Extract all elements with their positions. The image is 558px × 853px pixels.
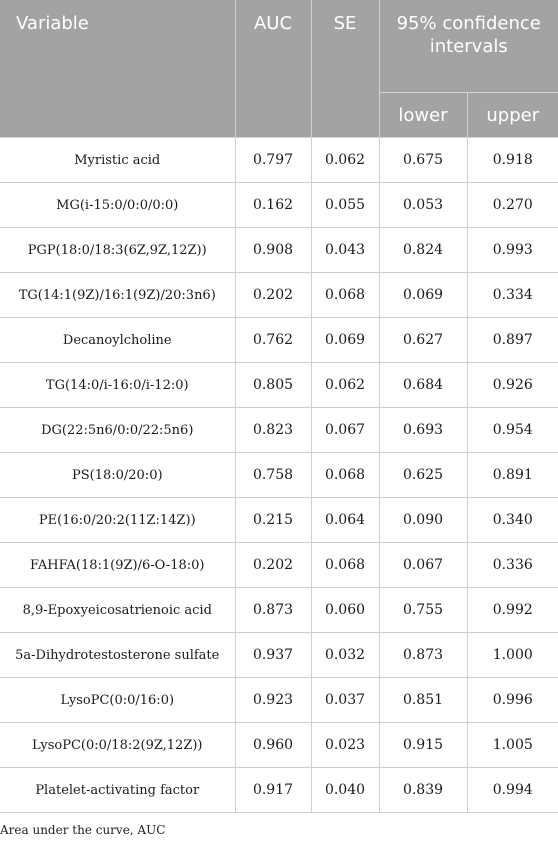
upper-cell: 0.334 bbox=[467, 273, 558, 318]
lower-cell: 0.625 bbox=[379, 453, 467, 498]
upper-cell: 0.996 bbox=[467, 678, 558, 723]
auc-cell: 0.923 bbox=[235, 678, 311, 723]
table-footnote: Area under the curve, AUC bbox=[0, 823, 166, 837]
auc-cell: 0.908 bbox=[235, 228, 311, 273]
se-cell: 0.032 bbox=[311, 633, 379, 678]
se-cell: 0.040 bbox=[311, 768, 379, 813]
table-row bbox=[0, 273, 558, 318]
se-cell: 0.043 bbox=[311, 228, 379, 273]
se-cell: 0.060 bbox=[311, 588, 379, 633]
table-row bbox=[0, 408, 558, 453]
se-cell: 0.067 bbox=[311, 408, 379, 453]
table-row bbox=[0, 183, 558, 228]
auc-cell: 0.960 bbox=[235, 723, 311, 768]
lower-cell: 0.873 bbox=[379, 633, 467, 678]
table-row bbox=[0, 723, 558, 768]
se-cell: 0.037 bbox=[311, 678, 379, 723]
auc-header: AUC bbox=[235, 0, 311, 138]
se-cell: 0.064 bbox=[311, 498, 379, 543]
lower-header: lower bbox=[379, 93, 467, 138]
lower-cell: 0.915 bbox=[379, 723, 467, 768]
variable-cell: LysoPC(0:0/16:0) bbox=[0, 678, 235, 723]
auc-cell: 0.917 bbox=[235, 768, 311, 813]
variable-cell: LysoPC(0:0/18:2(9Z,12Z)) bbox=[0, 723, 235, 768]
auc-cell: 0.202 bbox=[235, 543, 311, 588]
upper-cell: 0.918 bbox=[467, 138, 558, 183]
table-row bbox=[0, 768, 558, 813]
variable-cell: TG(14:1(9Z)/16:1(9Z)/20:3n6) bbox=[0, 273, 235, 318]
table-row bbox=[0, 588, 558, 633]
variable-cell: Decanoylcholine bbox=[0, 318, 235, 363]
auc-cell: 0.758 bbox=[235, 453, 311, 498]
table-row bbox=[0, 138, 558, 183]
variable-cell: TG(14:0/i-16:0/i-12:0) bbox=[0, 363, 235, 408]
lower-cell: 0.851 bbox=[379, 678, 467, 723]
upper-cell: 0.270 bbox=[467, 183, 558, 228]
auc-cell: 0.797 bbox=[235, 138, 311, 183]
upper-cell: 0.954 bbox=[467, 408, 558, 453]
se-cell: 0.062 bbox=[311, 138, 379, 183]
variable-cell: 5a-Dihydrotestosterone sulfate bbox=[0, 633, 235, 678]
variable-cell: PGP(18:0/18:3(6Z,9Z,12Z)) bbox=[0, 228, 235, 273]
auc-cell: 0.162 bbox=[235, 183, 311, 228]
header-row bbox=[0, 0, 558, 93]
variable-header: Variable bbox=[0, 0, 235, 138]
lower-cell: 0.755 bbox=[379, 588, 467, 633]
upper-cell: 0.993 bbox=[467, 228, 558, 273]
table-row bbox=[0, 498, 558, 543]
variable-cell: Platelet-activating factor bbox=[0, 768, 235, 813]
auc-cell: 0.823 bbox=[235, 408, 311, 453]
auc-cell: 0.873 bbox=[235, 588, 311, 633]
lower-cell: 0.824 bbox=[379, 228, 467, 273]
table-row bbox=[0, 633, 558, 678]
table-body bbox=[0, 138, 558, 813]
se-cell: 0.068 bbox=[311, 273, 379, 318]
upper-cell: 0.891 bbox=[467, 453, 558, 498]
variable-cell: PS(18:0/20:0) bbox=[0, 453, 235, 498]
upper-cell: 1.005 bbox=[467, 723, 558, 768]
variable-cell: PE(16:0/20:2(11Z:14Z)) bbox=[0, 498, 235, 543]
se-cell: 0.055 bbox=[311, 183, 379, 228]
table-row bbox=[0, 453, 558, 498]
table-row bbox=[0, 678, 558, 723]
lower-cell: 0.069 bbox=[379, 273, 467, 318]
upper-cell: 0.994 bbox=[467, 768, 558, 813]
upper-cell: 0.897 bbox=[467, 318, 558, 363]
table-row bbox=[0, 363, 558, 408]
variable-cell: MG(i-15:0/0:0/0:0) bbox=[0, 183, 235, 228]
auc-cell: 0.937 bbox=[235, 633, 311, 678]
se-cell: 0.069 bbox=[311, 318, 379, 363]
auc-cell: 0.762 bbox=[235, 318, 311, 363]
variable-cell: FAHFA(18:1(9Z)/6-O-18:0) bbox=[0, 543, 235, 588]
table-row bbox=[0, 543, 558, 588]
se-header: SE bbox=[311, 0, 379, 138]
lower-cell: 0.053 bbox=[379, 183, 467, 228]
table-row bbox=[0, 318, 558, 363]
upper-header: upper bbox=[467, 93, 558, 138]
variable-cell: DG(22:5n6/0:0/22:5n6) bbox=[0, 408, 235, 453]
auc-cell: 0.202 bbox=[235, 273, 311, 318]
variable-cell: 8,9-Epoxyeicosatrienoic acid bbox=[0, 588, 235, 633]
lower-cell: 0.090 bbox=[379, 498, 467, 543]
se-cell: 0.068 bbox=[311, 453, 379, 498]
lower-cell: 0.839 bbox=[379, 768, 467, 813]
confidence-interval-header: 95% confidence intervals bbox=[379, 0, 558, 93]
lower-cell: 0.675 bbox=[379, 138, 467, 183]
se-cell: 0.062 bbox=[311, 363, 379, 408]
lower-cell: 0.627 bbox=[379, 318, 467, 363]
upper-cell: 0.336 bbox=[467, 543, 558, 588]
auc-cell: 0.805 bbox=[235, 363, 311, 408]
auc-cell: 0.215 bbox=[235, 498, 311, 543]
upper-cell: 0.340 bbox=[467, 498, 558, 543]
table-header bbox=[0, 0, 558, 138]
lower-cell: 0.693 bbox=[379, 408, 467, 453]
upper-cell: 0.926 bbox=[467, 363, 558, 408]
lower-cell: 0.067 bbox=[379, 543, 467, 588]
se-cell: 0.068 bbox=[311, 543, 379, 588]
table-row bbox=[0, 228, 558, 273]
upper-cell: 1.000 bbox=[467, 633, 558, 678]
se-cell: 0.023 bbox=[311, 723, 379, 768]
upper-cell: 0.992 bbox=[467, 588, 558, 633]
lower-cell: 0.684 bbox=[379, 363, 467, 408]
variable-cell: Myristic acid bbox=[0, 138, 235, 183]
